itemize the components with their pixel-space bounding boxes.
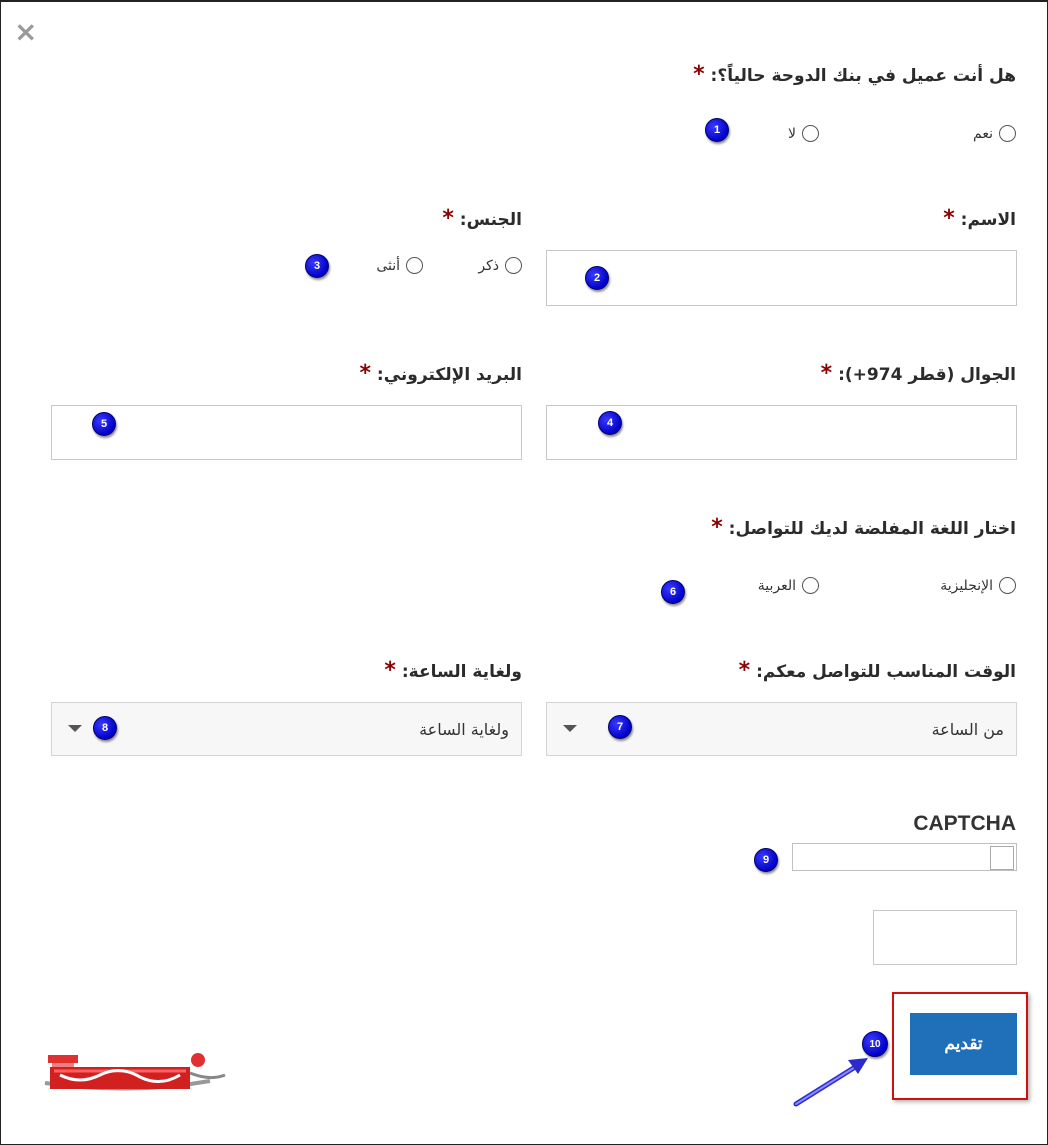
radio-circle[interactable]: [999, 577, 1016, 594]
chevron-down-icon[interactable]: [68, 725, 82, 732]
required-asterisk: *: [820, 361, 833, 386]
annotation-badge-5: 5: [92, 412, 116, 436]
annotation-badge-4: 4: [598, 411, 622, 435]
radio-circle[interactable]: [505, 257, 522, 274]
time-from-label: [739, 658, 1016, 683]
radio-label-yes: نعم: [973, 125, 993, 142]
chevron-down-icon[interactable]: [563, 725, 577, 732]
email-input[interactable]: [51, 405, 522, 460]
annotation-badge-7: 7: [608, 715, 632, 739]
pointer-arrow-icon: [790, 1050, 880, 1110]
email-label-text: البريد الإلكتروني:: [376, 365, 522, 385]
required-asterisk: *: [738, 658, 751, 683]
annotation-badge-6: 6: [661, 580, 685, 604]
customer-question-label: [693, 62, 1016, 87]
email-label: [359, 361, 522, 386]
mobile-label-text: الجوال (قطر 974+):: [838, 365, 1016, 385]
required-asterisk: *: [359, 361, 371, 386]
gender-label-text: الجنس:: [459, 210, 522, 230]
submit-button[interactable]: تقديم: [910, 1013, 1017, 1075]
radio-label-english: الإنجليزية: [940, 577, 993, 594]
radio-circle[interactable]: [999, 125, 1016, 142]
gender-label: [442, 206, 522, 231]
captcha-title: CAPTCHA: [913, 812, 1016, 835]
annotation-badge-8: 8: [93, 716, 117, 740]
annotation-badge-9: 9: [754, 848, 778, 872]
required-asterisk: *: [693, 62, 705, 87]
time-to-label-text: ولغاية الساعة:: [401, 662, 522, 682]
required-asterisk: *: [943, 206, 955, 231]
annotation-badge-2: 2: [585, 266, 609, 290]
captcha-answer-input[interactable]: [873, 910, 1017, 965]
time-to-label: [384, 658, 522, 683]
time-to-select[interactable]: [51, 702, 522, 756]
captcha-widget[interactable]: [792, 843, 1017, 871]
required-asterisk: *: [384, 658, 396, 683]
captcha-checkbox[interactable]: [990, 846, 1014, 870]
annotation-badge-3: 3: [305, 254, 329, 278]
radio-language-arabic[interactable]: [758, 577, 819, 594]
name-label-text: الاسم:: [960, 210, 1016, 230]
time-from-selected-value: من الساعة: [931, 719, 1004, 739]
radio-circle[interactable]: [802, 125, 819, 142]
radio-gender-male[interactable]: [478, 257, 522, 274]
radio-label-male: ذكر: [478, 257, 499, 274]
close-icon[interactable]: ×: [14, 15, 38, 48]
language-label: [711, 515, 1016, 540]
customer-question-text: هل أنت عميل في بنك الدوحة حالياً؟:: [710, 66, 1016, 86]
watermark-logo: [40, 1045, 230, 1100]
radio-gender-female[interactable]: [376, 257, 423, 274]
name-input[interactable]: [546, 250, 1017, 306]
time-from-label-text: الوقت المناسب للتواصل معكم:: [756, 662, 1016, 682]
radio-circle[interactable]: [406, 257, 423, 274]
radio-language-english[interactable]: [940, 577, 1016, 594]
radio-label-no: لا: [788, 125, 796, 142]
name-label: [943, 206, 1016, 231]
mobile-label: [821, 361, 1016, 386]
radio-circle[interactable]: [802, 577, 819, 594]
time-to-selected-value: ولغاية الساعة: [419, 719, 509, 739]
radio-label-arabic: العربية: [757, 577, 796, 594]
radio-label-female: أنثى: [376, 257, 400, 274]
required-asterisk: *: [442, 206, 454, 231]
annotation-badge-1: 1: [705, 118, 729, 142]
required-asterisk: *: [711, 515, 723, 540]
language-label-text: اختار اللغة المفلضة لديك للتواصل:: [728, 519, 1016, 539]
radio-customer-yes[interactable]: [973, 125, 1016, 142]
radio-customer-no[interactable]: [788, 125, 819, 142]
annotation-badge-10: 10: [862, 1031, 888, 1057]
